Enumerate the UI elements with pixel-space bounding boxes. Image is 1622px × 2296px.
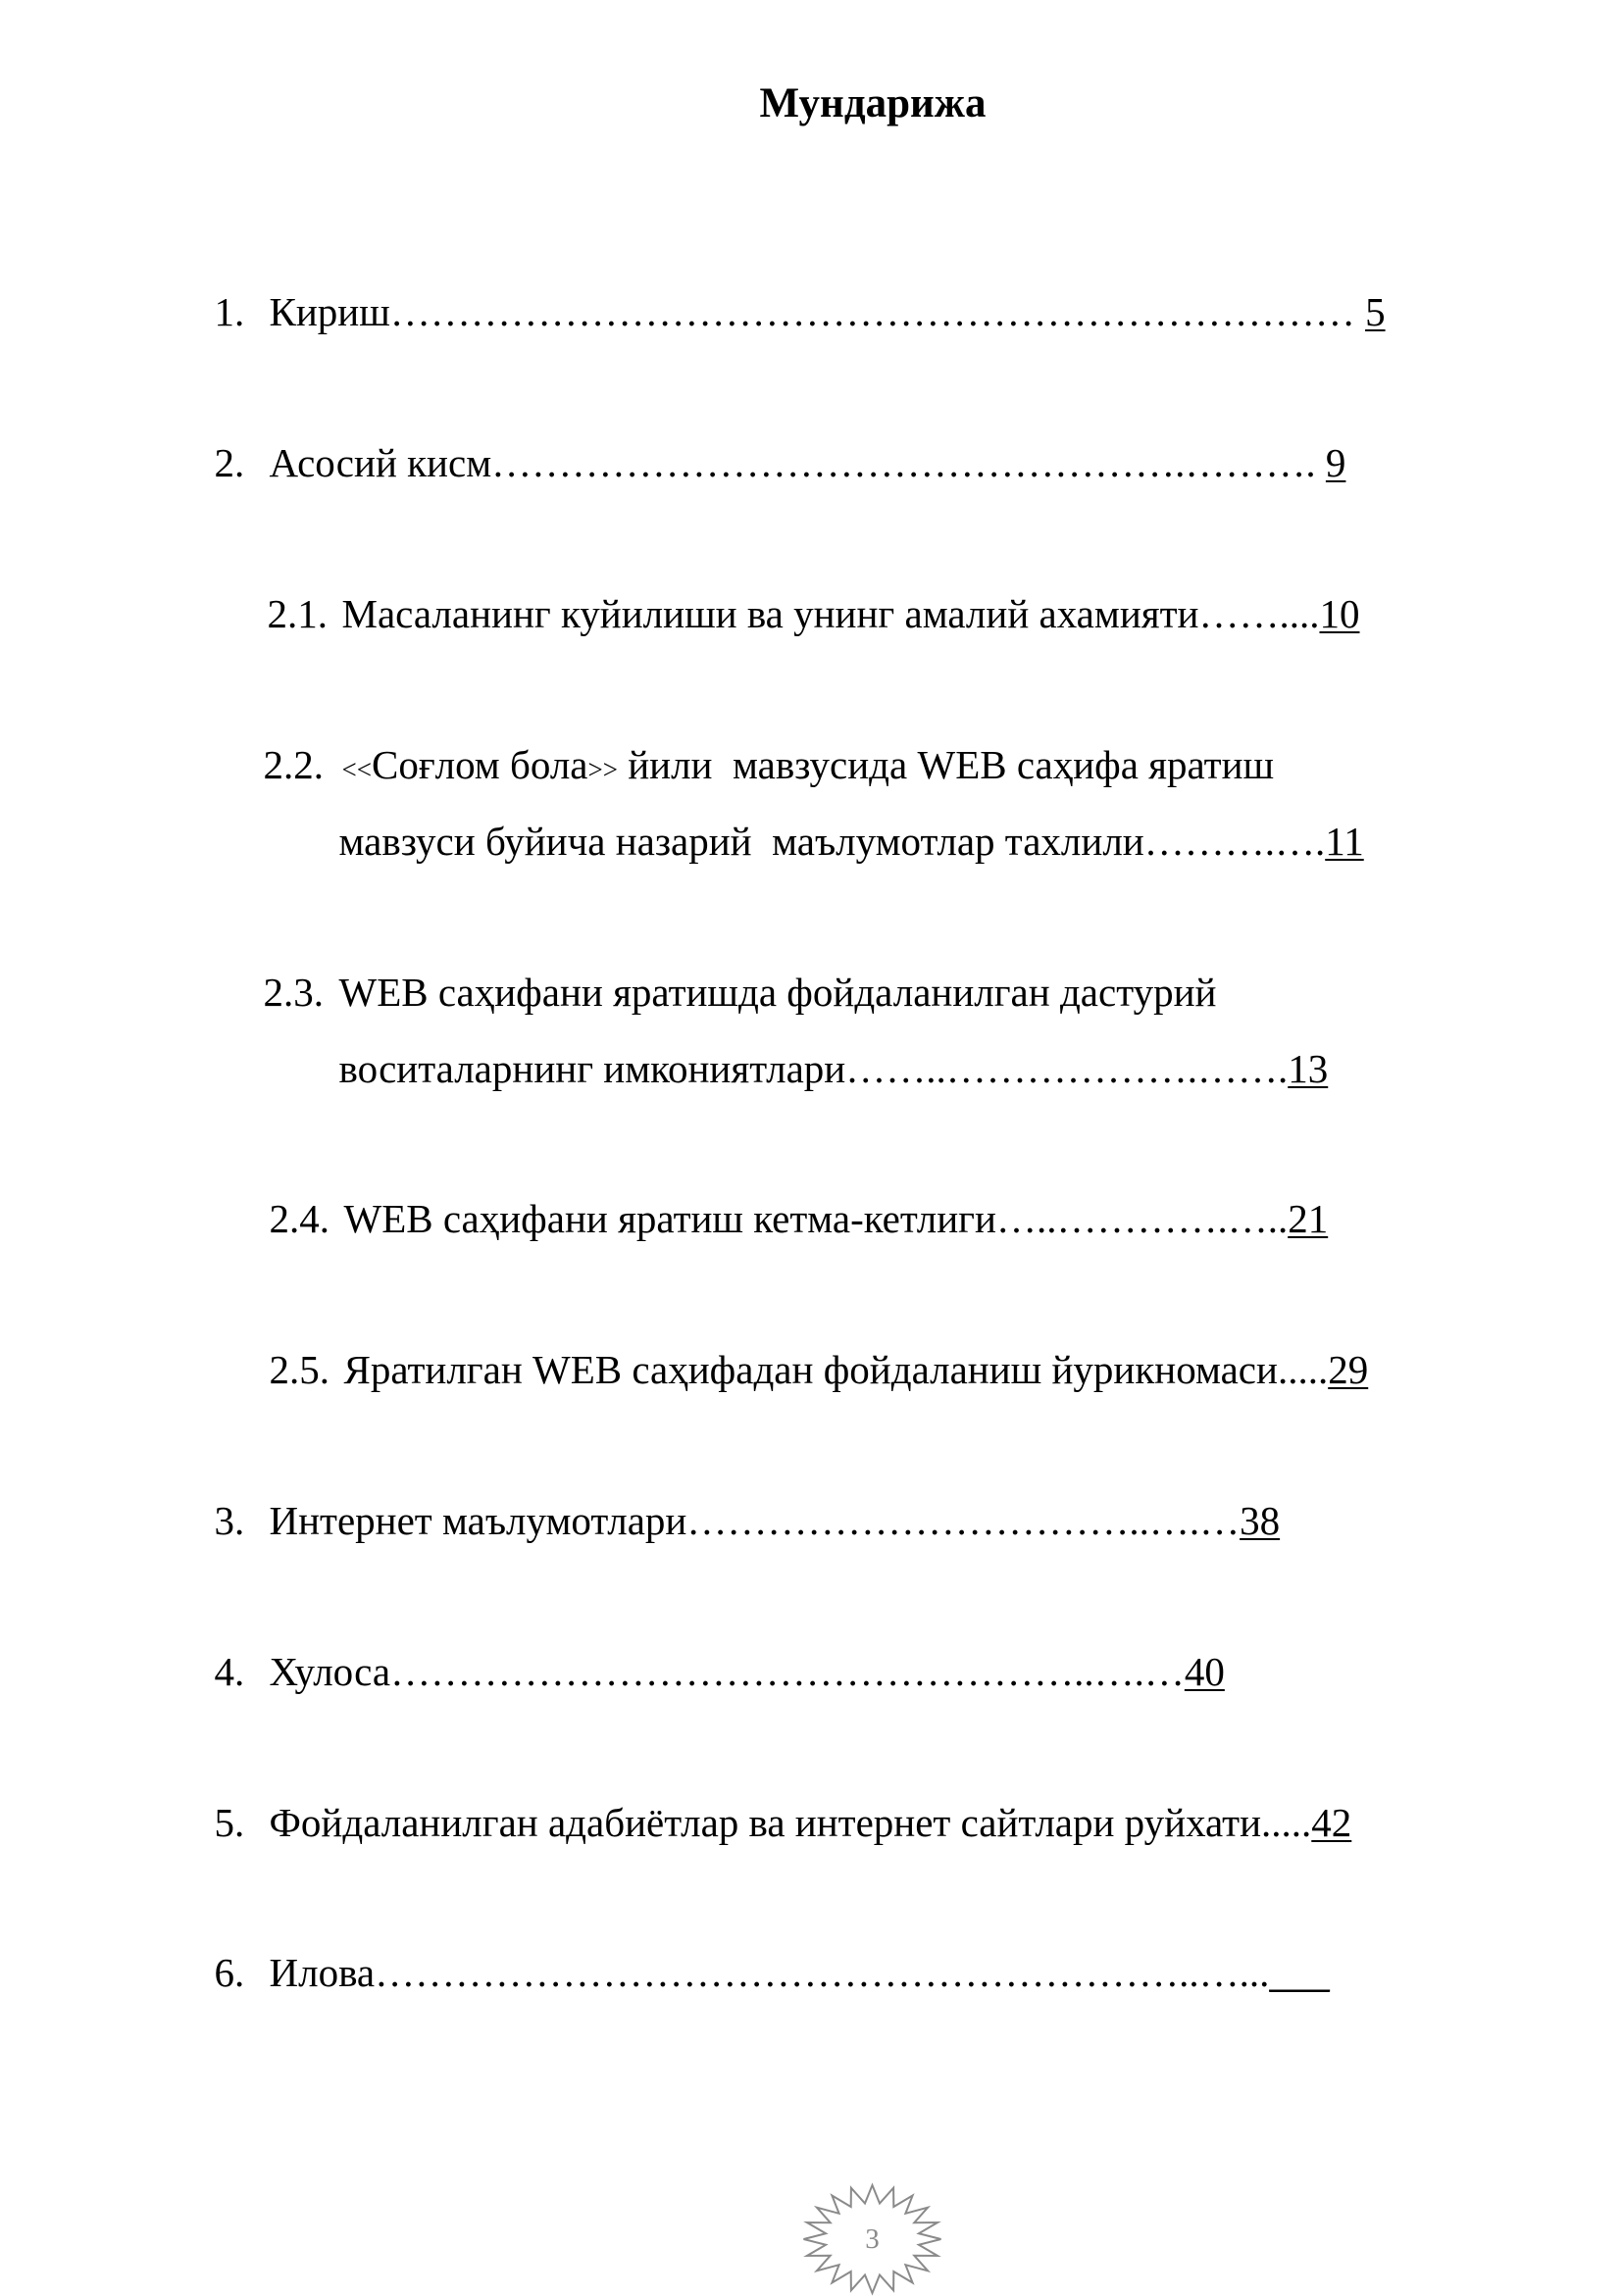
- toc-entry-title: Фойдаланилган адабиётлар ва интернет сайтлари руйхати: [269, 1800, 1262, 1845]
- toc-entry-quote-close: >>: [587, 755, 618, 784]
- toc-entry-1: [194, 229, 1386, 339]
- toc-entry-title: Кириш: [269, 289, 390, 334]
- toc-entry-title-continuation: воситаларнинг имкониятлари: [338, 1046, 846, 1091]
- toc-entry-2-3-continuation: [319, 986, 1328, 1096]
- toc-entry-title-continuation: мавзуси буйича назарий маълумотлар тахлили: [338, 819, 1144, 864]
- toc-entry-number: 1.: [214, 289, 245, 334]
- toc-entry-leader: ……………………………………………..….…: [390, 1649, 1185, 1694]
- toc-entry-page: ___: [1269, 1950, 1330, 1995]
- toc-entry-title: WEB саҳифани яратишда фойдаланилган дастурий: [338, 970, 1217, 1015]
- toc-entry-title: Хулоса: [269, 1649, 391, 1694]
- toc-entry-page: 10: [1319, 591, 1360, 636]
- toc-entry-leader: …..………….…..: [995, 1196, 1289, 1241]
- toc-entry-number: 2.1.: [267, 591, 328, 636]
- toc-entry-2: [194, 380, 1345, 490]
- toc-entry-title: Яратилган WEB саҳифадан фойдаланиш йурикномаси: [343, 1347, 1278, 1392]
- toc-entry-2-1: [247, 531, 1359, 641]
- toc-entry-6: [194, 1890, 1330, 2000]
- toc-entry-leader: …………………………………………….……….: [491, 440, 1326, 485]
- toc-entry-page: 29: [1328, 1347, 1369, 1392]
- toc-entry-3: [194, 1438, 1280, 1548]
- toc-entry-number: 2.5.: [269, 1347, 329, 1392]
- toc-entry-leader: ……….….: [1143, 819, 1326, 864]
- toc-entry-page: 40: [1184, 1649, 1225, 1694]
- toc-entry-2-4: [249, 1136, 1328, 1246]
- toc-entry-page: 21: [1288, 1196, 1329, 1241]
- toc-entry-title: Интернет маълумотлари: [269, 1498, 687, 1543]
- toc-entry-number: 4.: [214, 1649, 245, 1694]
- toc-entry-page: 42: [1311, 1800, 1352, 1845]
- toc-entry-5: [194, 1740, 1351, 1850]
- toc-entry-leader: ……....: [1198, 591, 1320, 636]
- toc-entry-title: Илова: [269, 1950, 376, 1995]
- toc-entry-title: Масаланинг куйилиши ва унинг амалий ахамияти: [341, 591, 1199, 636]
- toc-entry-leader: ………………………………………………………………: [389, 289, 1366, 334]
- page-number-badge: [801, 2182, 943, 2296]
- toc-entry-page: 13: [1288, 1046, 1329, 1091]
- toc-entry-2-5: [249, 1287, 1368, 1397]
- page-title: Мундарижа: [759, 80, 987, 126]
- toc-entry-number: 2.4.: [269, 1196, 329, 1241]
- toc-entry-2-2-continuation: [319, 759, 1364, 869]
- toc-entry-title: WEB саҳифани яратиш кетма-кетлиги: [343, 1196, 996, 1241]
- toc-entry-leader: ……………………………..….…: [686, 1498, 1241, 1543]
- toc-entry-leader: .....: [1261, 1800, 1312, 1845]
- toc-entry-leader: ……………………………………………………..…...: [375, 1950, 1270, 1995]
- toc-entry-number: 2.3.: [263, 970, 324, 1015]
- toc-entry-leader: ……..……………….…….: [845, 1046, 1289, 1091]
- toc-entry-number: 2.2.: [263, 742, 324, 787]
- toc-entry-page: 38: [1240, 1498, 1281, 1543]
- toc-entry-4: [194, 1589, 1225, 1699]
- toc-entry-title: йили мавзусида WEB саҳифа яратиш: [617, 742, 1275, 787]
- toc-entry-title: Асосий кисм: [269, 440, 492, 485]
- toc-entry-page: 9: [1325, 440, 1346, 485]
- toc-entry-page: 5: [1365, 289, 1386, 334]
- toc-entry-quote-word: Соғлом бола: [371, 742, 588, 787]
- toc-entry-page: 11: [1325, 819, 1364, 864]
- toc-entry-number: 3.: [214, 1498, 245, 1543]
- toc-entry-quote-open: <<: [341, 755, 372, 784]
- toc-entry-leader: .....: [1277, 1347, 1329, 1392]
- toc-entry-number: 6.: [214, 1950, 245, 1995]
- toc-entry-number: 2.: [214, 440, 245, 485]
- toc-entry-number: 5.: [214, 1800, 245, 1845]
- page-number: 3: [865, 2223, 880, 2255]
